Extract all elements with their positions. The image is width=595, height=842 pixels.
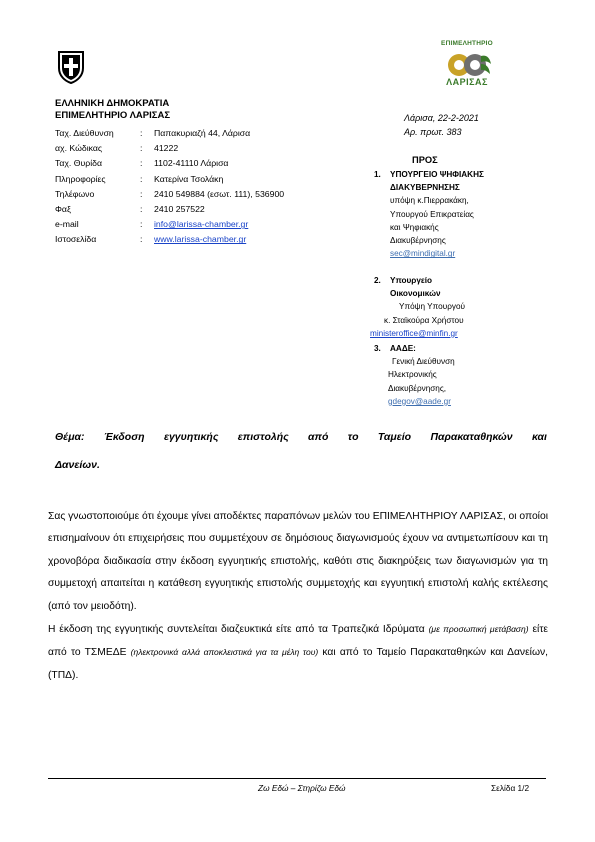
page-number: Σελίδα 1/2 [491,783,530,793]
footer-divider [48,778,546,779]
contact-value: 2410 549884 (εσωτ. 111), 536900 [154,188,285,199]
recipients-heading: ΠΡΟΣ [412,155,438,165]
contact-separator: : [140,204,143,215]
contact-row [55,126,284,141]
date-line: Λάρισα, 22-2-2021 [404,113,479,123]
recipient-line: Διακυβέρνησης, [388,383,447,393]
greek-emblem-icon [55,50,87,84]
contact-label: Πληροφορίες [55,173,106,184]
subject-word: Ταμείο [377,431,412,443]
recipient-3 [374,342,534,408]
logo-bottom-text: ΛΑΡΙΣΑΣ [446,77,488,87]
body-text: είτε από το ΤΣΜΕΔΕ [48,624,548,659]
website-link[interactable]: www.larissa-chamber.gr [154,234,247,245]
subject-word: Παρακαταθηκών [430,431,513,443]
contact-separator: : [140,128,143,138]
recipient-2 [370,274,534,340]
contact-value: 2410 257522 [154,204,205,215]
subject-line-2: Δανείων. [55,459,100,471]
contact-separator: : [140,234,143,245]
body-note: (ηλεκτρονικά αλλά αποκλειστικά για τα μέλη του) [130,647,319,658]
body-paragraph-2 [48,618,548,687]
recipient-name: ΔΙΑΚΥΒΕΡΝΗΣΗΣ [390,183,460,193]
date-block [404,111,479,139]
contact-label: e-mail [55,219,79,230]
contact-separator: : [140,158,143,169]
contact-value: Κατερίνα Τσολάκη [154,173,224,184]
recipient-line: Διακυβέρνησης [390,236,446,246]
contact-row [55,232,284,247]
body-text: Η έκδοση της εγγυητικής συντελείται διαζευκτικά είτε από τα Τραπεζικά Ιδρύματα [48,624,429,636]
recipient-1 [374,168,534,260]
recipient-number: 3. [374,344,381,353]
contact-row [55,141,284,156]
recipient-line: Ηλεκτρονικής [388,370,437,380]
footer-motto: Ζω Εδώ – Στηρίζω Εδώ [258,783,346,793]
organization-heading [55,98,170,122]
contact-label: Ιστοσελίδα [55,234,97,245]
recipient-line: Υπουργού Επικρατείας [390,209,474,219]
subject-block [55,423,547,479]
contact-row [55,187,284,202]
chamber-logo [435,40,499,100]
recipient-line: και Ψηφιακής [390,222,439,232]
recipient-number: 1. [374,170,381,179]
chamber-logo-gear-icon [443,50,493,78]
recipient-number: 2. [374,276,381,285]
contact-label: Τηλέφωνο [55,188,95,199]
contact-label: Ταχ. Διεύθυνση [55,128,114,138]
contact-separator: : [140,143,143,154]
contact-label: αχ. Κώδικας [55,143,103,154]
subject-word: το [347,431,359,443]
contact-row [55,202,284,217]
contact-row [55,217,284,232]
contact-value: 1102-41110 Λάρισα [154,158,229,169]
recipient-line: Γενική Διεύθυνση [392,357,455,367]
org-line-1: ΕΛΛΗΝΙΚΗ ΔΗΜΟΚΡΑΤΙΑ [55,98,170,109]
contact-separator: : [140,188,143,199]
body-note: (με προσωπική μετάβαση) [428,624,529,635]
org-line-2: ΕΠΙΜΕΛΗΤΗΡΙΟ ΛΑΡΙΣΑΣ [55,110,171,121]
subject-word: και [531,431,547,443]
recipient-email-link[interactable]: gdegov@aade.gr [388,396,451,406]
recipient-email-link[interactable]: ministeroffice@minfin.gr [370,328,458,338]
body-paragraph-1: Σας γνωστοποιούμε ότι έχουμε γίνει αποδέκτες παραπόνων μελών του ΕΠΙΜΕΛΗΤΗΡΙΟΥ ΛΑΡΙΣΑΣ, οι οποίοι επισημαίνουν ότι επιχειρήσεις που συμμετέχουν σε δημόσιους διαγωνισμούς έχουν να αντιμετωπίσουν και τη χρονοβόρα διαδικασία στην έκδοση εγγυητικής επιστολής, καθότι στις διακηρύξεις των διαγωνισμών για τη συμμετοχή απαιτείται η κατάθεση εγγυητικής επιστολής συμμετοχής και εγγυητική επιστολή καλής εκτέλεσης (από τον μειοδότη). [48,511,548,612]
subject-word: Θέμα: [55,431,85,443]
logo-top-text: ΕΠΙΜΕΛΗΤΗΡΙΟ [441,40,493,47]
recipient-name: Υπουργείο [390,276,433,285]
contact-value: 41222 [154,143,179,154]
contact-row [55,172,284,187]
contact-value: Παπακυριαζή 44, Λάρισα [154,128,251,138]
contact-label: Φαξ [55,204,71,215]
contact-separator: : [140,173,143,184]
subject-word: Έκδοση [103,431,145,443]
recipient-email-link[interactable]: sec@mindigital.gr [390,249,456,259]
contact-label: Ταχ. Θυρίδα [55,158,102,169]
subject-word: από [308,431,329,443]
email-link[interactable]: info@larissa-chamber.gr [154,219,249,230]
body-text: και από το Ταμείο Παρακαταθηκών και Δανείων, (ΤΠΔ). [48,647,548,681]
recipient-line: Υπόψη Υπουργού [399,302,465,312]
subject-word: εγγυητικής [163,431,219,443]
contact-details [55,126,284,248]
recipient-name: Οικονομικών [390,289,441,299]
subject-word: επιστολής [237,431,289,443]
recipient-name: ΥΠΟΥΡΓΕΙΟ ΨΗΦΙΑΚΗΣ [390,170,484,179]
contact-separator: : [140,219,143,230]
recipient-line: υπόψη κ.Πιερρακάκη, [390,196,469,206]
letter-body [48,506,548,687]
subject-line-1 [55,423,547,451]
recipient-line: κ. Σταϊκούρα Χρήστου [384,315,464,325]
contact-row [55,156,284,171]
protocol-number: Αρ. πρωτ. 383 [404,127,462,137]
recipient-name: ΑΑΔΕ: [390,344,416,353]
